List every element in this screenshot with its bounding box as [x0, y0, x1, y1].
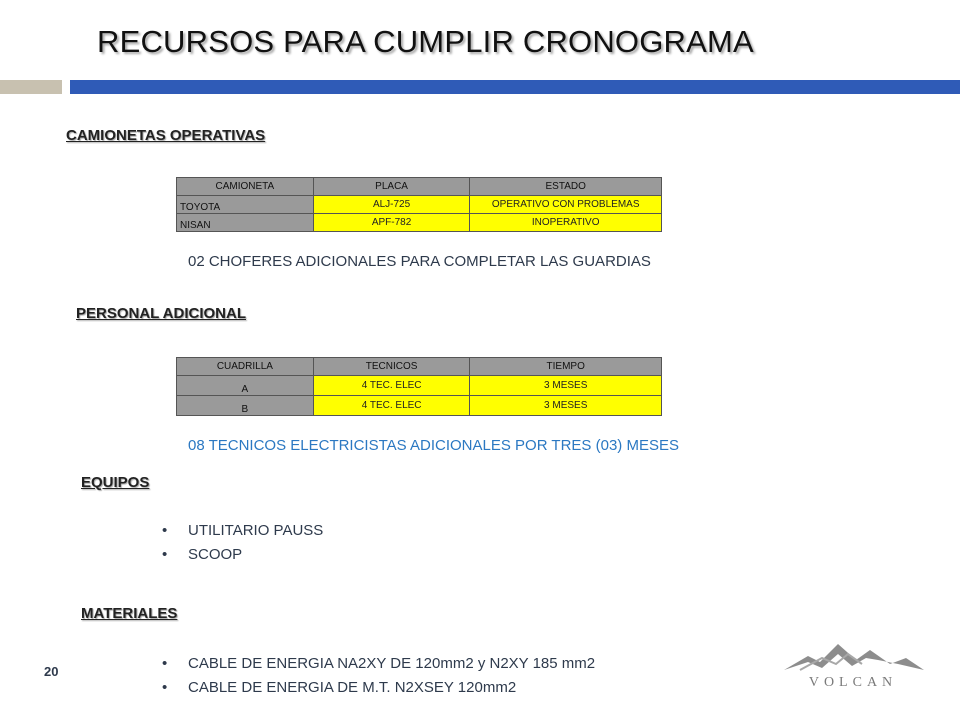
personal-heading: PERSONAL ADICIONAL — [76, 305, 247, 322]
personal-note: 08 TECNICOS ELECTRICISTAS ADICIONALES POR TRES (03) MESES — [188, 437, 679, 454]
column-header-placa: PLACA — [313, 178, 470, 196]
camionetas-note: 02 CHOFERES ADICIONALES PARA COMPLETAR LAS GUARDIAS — [188, 253, 651, 270]
table-cell: NISAN — [177, 214, 314, 232]
title-bar-blue — [70, 80, 960, 94]
table-row — [177, 196, 662, 214]
table-cell: A — [177, 376, 314, 396]
page-number: 20 — [44, 664, 59, 679]
table-cell: 4 TEC. ELEC — [313, 396, 470, 416]
table-cell: OPERATIVO CON PROBLEMAS — [470, 196, 662, 214]
table-cell: TOYOTA — [177, 196, 314, 214]
table-cell: 3 MESES — [470, 396, 662, 416]
column-header-cuadrilla: CUADRILLA — [177, 358, 314, 376]
table-cell: B — [177, 396, 314, 416]
materiales-list — [188, 652, 595, 700]
table-cell: APF-782 — [313, 214, 470, 232]
table-row — [177, 376, 662, 396]
page-title: RECURSOS PARA CUMPLIR CRONOGRAMA — [97, 24, 754, 59]
column-header-estado: ESTADO — [470, 178, 662, 196]
personal-table — [176, 357, 662, 416]
equipos-list — [188, 519, 323, 567]
materiales-heading: MATERIALES — [81, 605, 178, 622]
list-item: • CABLE DE ENERGIA NA2XY DE 120mm2 y N2XY 185 mm2 — [188, 652, 595, 676]
column-header-tecnicos: TECNICOS — [313, 358, 470, 376]
list-item: • CABLE DE ENERGIA DE M.T. N2XSEY 120mm2 — [188, 676, 595, 700]
list-item: • UTILITARIO PAUSS — [188, 519, 323, 543]
table-cell: 4 TEC. ELEC — [313, 376, 470, 396]
mountain-logo-icon — [778, 640, 928, 692]
table-row — [177, 214, 662, 232]
column-header-camioneta: CAMIONETA — [177, 178, 314, 196]
column-header-tiempo: TIEMPO — [470, 358, 662, 376]
table-header-row — [177, 358, 662, 376]
table-header-row — [177, 178, 662, 196]
camionetas-heading: CAMIONETAS OPERATIVAS — [66, 127, 266, 144]
equipos-heading: EQUIPOS — [81, 474, 150, 491]
table-cell: INOPERATIVO — [470, 214, 662, 232]
logo-text: VOLCAN — [808, 675, 898, 690]
table-row — [177, 396, 662, 416]
table-cell: ALJ-725 — [313, 196, 470, 214]
list-item: • SCOOP — [188, 543, 323, 567]
title-bar-grey — [0, 80, 62, 94]
table-cell: 3 MESES — [470, 376, 662, 396]
camionetas-table — [176, 177, 662, 232]
